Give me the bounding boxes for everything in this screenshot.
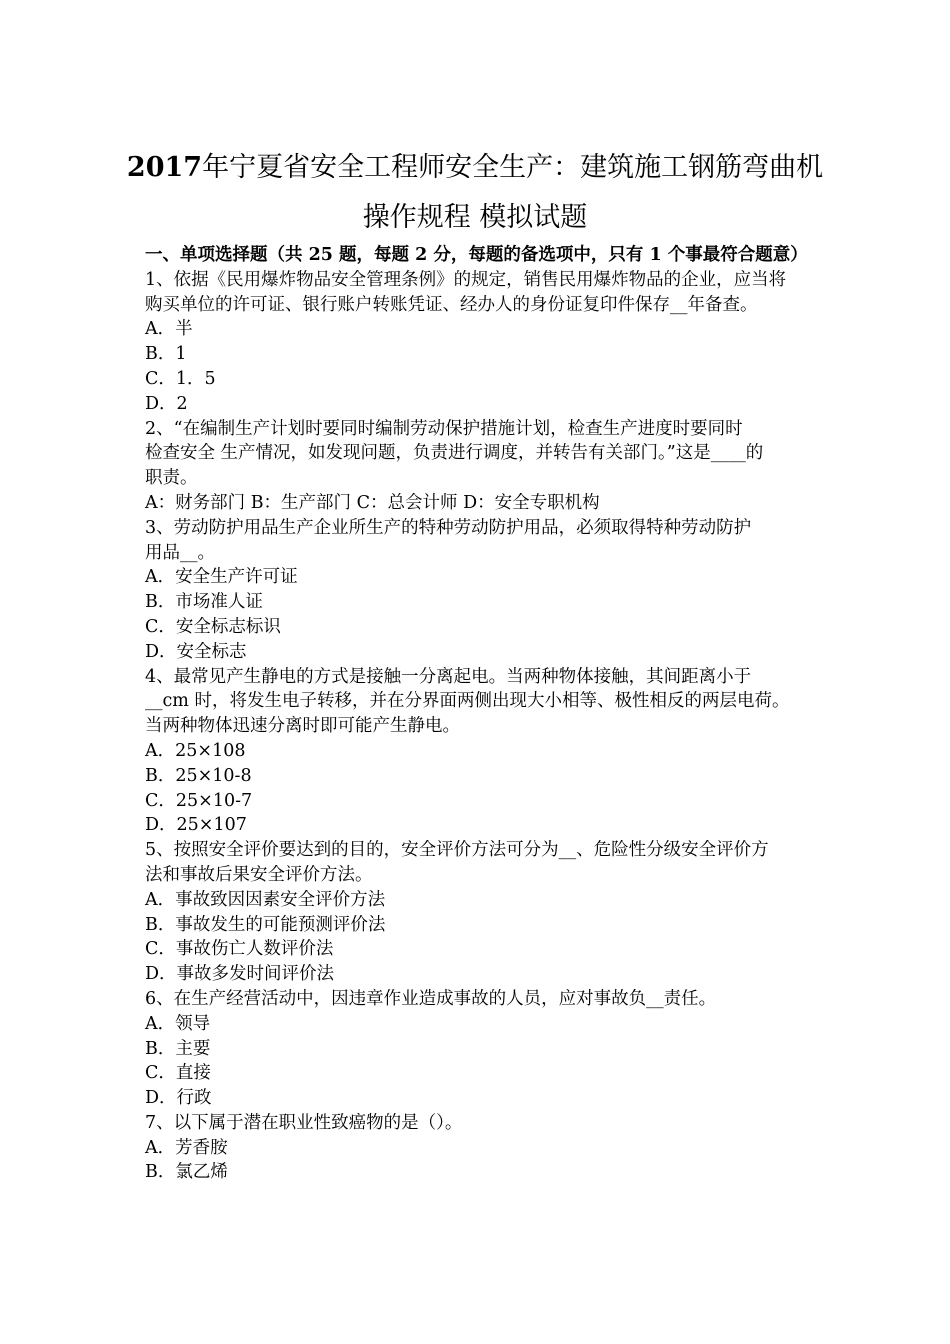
title-year: 2017 <box>126 152 203 183</box>
text-line: 法和事故后果安全评价方法。 <box>145 864 373 885</box>
text-line: C．1．5 <box>145 368 216 389</box>
text-line: A：财务部门 B：生产部门 C：总会计师 D：安全专职机构 <box>145 492 600 513</box>
text-line: 6、在生产经营活动中，因违章作业造成事故的人员，应对事故负__责任。 <box>145 988 717 1009</box>
text-line: 3、劳动防护用品生产企业所生产的特种劳动防护用品，必须取得特种劳动防护 <box>145 517 752 538</box>
text-line: 当两种物体迅速分离时即可能产生静电。 <box>145 716 460 737</box>
text-line: 7、以下属于潜在职业性致癌物的是（）。 <box>145 1112 463 1133</box>
text-line: 2、“在编制生产计划时要同时编制劳动保护措施计划，检查生产进度时要同时 <box>145 418 743 439</box>
text-line: C．直接 <box>145 1063 211 1084</box>
text-line: A．25×108 <box>145 740 246 761</box>
text-line: D．25×107 <box>145 815 247 836</box>
text-line: A．事故致因因素安全评价方法 <box>145 889 386 910</box>
text-line: C．事故伤亡人数评价法 <box>145 939 334 960</box>
text-line: A．安全生产许可证 <box>145 567 298 588</box>
document-title-line1 <box>100 141 850 195</box>
text-line: B．事故发生的可能预测评价法 <box>145 914 386 935</box>
text-line: 购买单位的许可证、银行账户转账凭证、经办人的身份证复印件保存__年备查。 <box>145 294 758 315</box>
text-line: D．2 <box>145 393 188 414</box>
text-line: 用品__。 <box>145 542 215 563</box>
section-heading: 一、单项选择题（共 25 题，每题 2 分，每题的备选项中，只有 1 个事最符合题意） <box>145 245 808 265</box>
text-line: A．芳香胺 <box>145 1137 228 1158</box>
text-line: C．安全标志标识 <box>145 616 281 637</box>
text-line: 5、按照安全评价要达到的目的，安全评价方法可分为__、危险性分级安全评价方 <box>145 840 769 861</box>
text-line: B．1 <box>145 344 187 365</box>
text-line: 检查安全 生产情况，如发现问题，负责进行调度，并转告有关部门。”这是____的 <box>145 443 764 464</box>
text-line: 1、依据《民用爆炸物品安全管理条例》的规定，销售民用爆炸物品的企业，应当将 <box>145 269 787 290</box>
text-line: 4、最常见产生静电的方式是接触一分离起电。当两种物体接触，其间距离小于 <box>145 666 752 687</box>
text-line: B．主要 <box>145 1038 211 1059</box>
text-line: B．氯乙烯 <box>145 1162 228 1183</box>
text-line: __cm 时，将发生电子转移，并在分界面两侧出现大小相等、极性相反的两层电荷。 <box>145 691 790 712</box>
text-line: C．25×10-7 <box>145 790 253 811</box>
text-line: 职责。 <box>145 468 198 489</box>
text-line: B．25×10-8 <box>145 765 252 786</box>
title-text: 年宁夏省安全工程师安全生产：建筑施工钢筋弯曲机 <box>202 152 824 183</box>
text-line: A．领导 <box>145 1013 211 1034</box>
text-line: A．半 <box>145 319 193 340</box>
question-list <box>145 268 825 1185</box>
text-line: B．市场准人证 <box>145 592 263 613</box>
document-title-line2: 操作规程 模拟试题 <box>362 202 588 233</box>
text-line: D．安全标志 <box>145 641 247 662</box>
text-line: D．行政 <box>145 1088 212 1109</box>
text-line: D．事故多发时间评价法 <box>145 964 335 985</box>
document-body <box>145 243 825 1185</box>
